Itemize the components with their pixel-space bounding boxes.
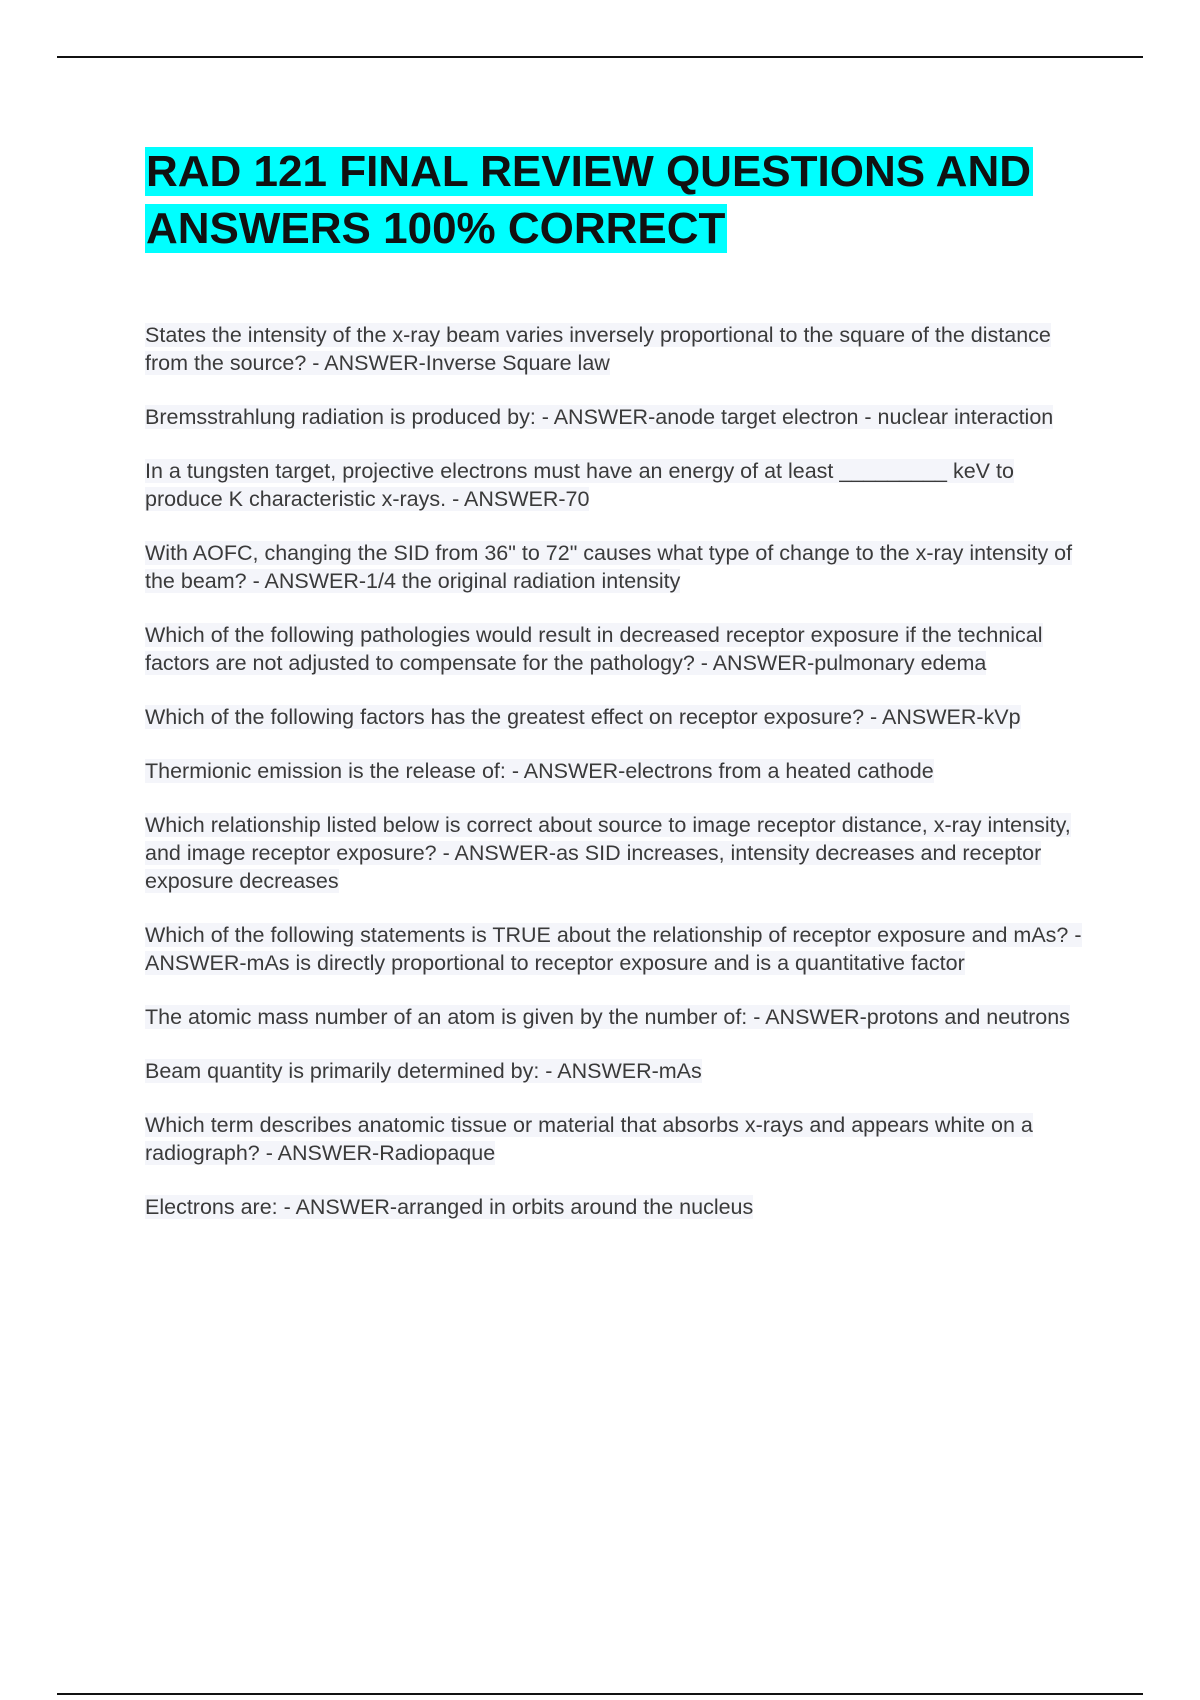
qa-text: States the intensity of the x-ray beam varies inversely proportional to the square of the distance from the source? - ANSWER-Inverse Square law [145, 323, 1051, 375]
qa-item [145, 457, 1095, 513]
qa-text: Which of the following factors has the greatest effect on receptor exposure? - ANSWER-kVp [145, 705, 1021, 729]
qa-text: Which of the following statements is TRUE about the relationship of receptor exposure and mAs? - ANSWER-mAs is directly proportional to receptor exposure and is a quantitative factor [145, 923, 1082, 975]
qa-text: The atomic mass number of an atom is given by the number of: - ANSWER-protons and neutrons [145, 1005, 1070, 1029]
qa-item [145, 811, 1095, 895]
qa-item [145, 1111, 1095, 1167]
qa-text: Which of the following pathologies would result in decreased receptor exposure if the technical factors are not adjusted to compensate for the pathology? - ANSWER-pulmonary edema [145, 623, 1043, 675]
qa-item [145, 1057, 1095, 1085]
bottom-divider [57, 1693, 1143, 1695]
document-title [145, 143, 1095, 257]
qa-item [145, 621, 1095, 677]
qa-item [145, 403, 1095, 431]
qa-text: Thermionic emission is the release of: - ANSWER-electrons from a heated cathode [145, 759, 934, 783]
qa-item [145, 539, 1095, 595]
qa-text: Beam quantity is primarily determined by: - ANSWER-mAs [145, 1059, 702, 1083]
top-divider [57, 56, 1143, 58]
qa-item [145, 321, 1095, 377]
qa-text: Bremsstrahlung radiation is produced by: - ANSWER-anode target electron - nuclear interaction [145, 405, 1054, 429]
qa-list [145, 321, 1095, 1221]
qa-text: Electrons are: - ANSWER-arranged in orbits around the nucleus [145, 1195, 754, 1219]
qa-item [145, 703, 1095, 731]
qa-item [145, 757, 1095, 785]
qa-item [145, 1003, 1095, 1031]
qa-item [145, 1193, 1095, 1221]
qa-text: Which term describes anatomic tissue or material that absorbs x-rays and appears white on a radiograph? - ANSWER-Radiopaque [145, 1113, 1033, 1165]
qa-text: With AOFC, changing the SID from 36" to 72" causes what type of change to the x-ray intensity of the beam? - ANSWER-1/4 the original radiation intensity [145, 541, 1073, 593]
qa-item [145, 921, 1095, 977]
qa-text: Which relationship listed below is correct about source to image receptor distance, x-ray intensity, and image receptor exposure? - ANSWER-as SID increases, intensity decreases and receptor exposure decreases [145, 813, 1071, 893]
title-highlight: RAD 121 FINAL REVIEW QUESTIONS AND ANSWERS 100% CORRECT [146, 147, 1032, 253]
document-body [145, 143, 1095, 1247]
qa-text: In a tungsten target, projective electrons must have an energy of at least _________ keV to produce K characteristic x-rays. - ANSWER-70 [145, 459, 1014, 511]
